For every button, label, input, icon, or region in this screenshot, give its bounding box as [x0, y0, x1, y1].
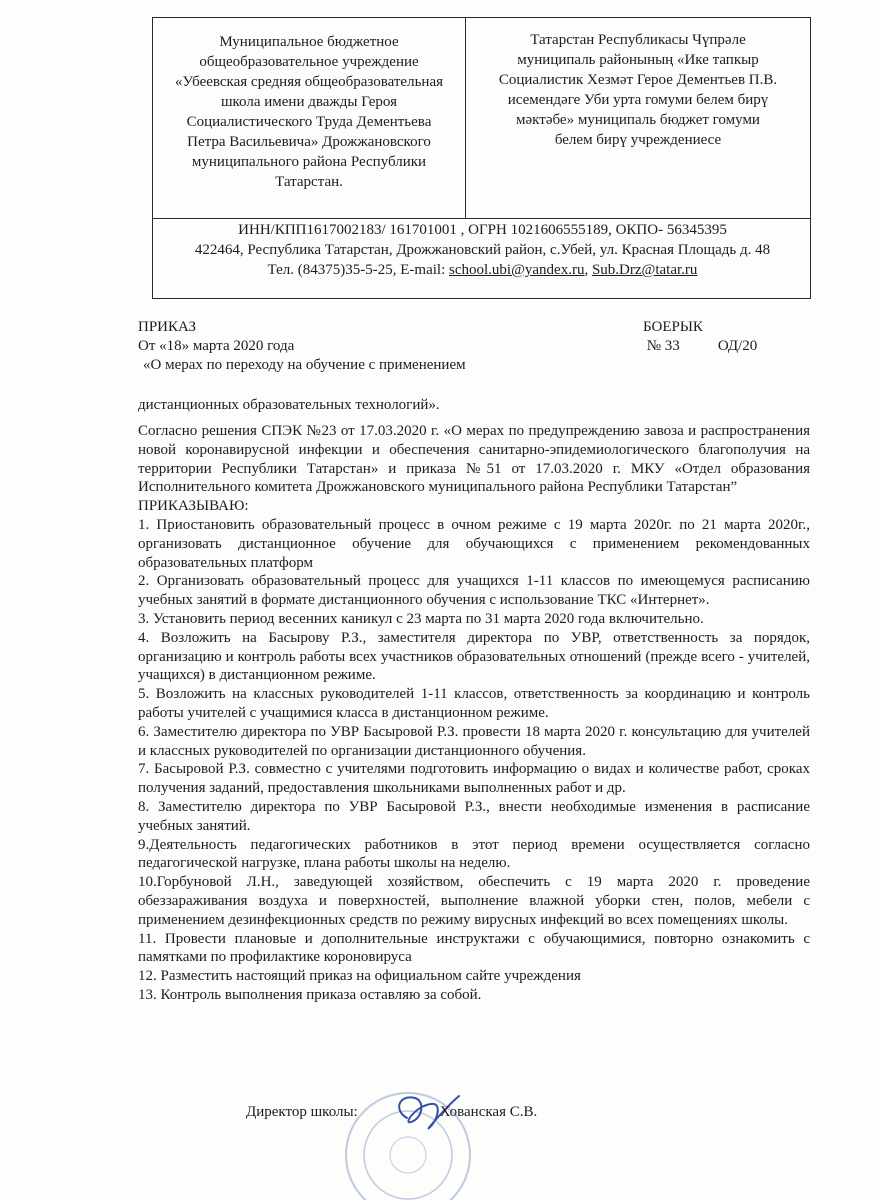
order-item: 11. Провести плановые и дополнительные инструктажи с обучающимися, повторно ознакомить с памятками по профилактике короновируса [138, 930, 810, 966]
phone-text: Тел. (84375)35-5-25, E-mail: [267, 262, 449, 278]
order-heading-tt: БОЕРЫК [643, 319, 703, 335]
letterhead-ru-line: «Убеевская средняя общеобразовательная [174, 74, 443, 90]
letterhead-ru [153, 18, 466, 218]
orders-heading: ПРИКАЗЫВАЮ: [138, 498, 249, 515]
letterhead-divider [153, 218, 810, 219]
signature-name: Хованская С.В. [439, 1104, 538, 1120]
letterhead-tt [466, 18, 810, 218]
contact-line [163, 260, 802, 280]
address-line: 422464, Республика Татарстан, Дрожжановский район, с.Убей, ул. Красная Площадь д. 48 [194, 242, 771, 258]
letterhead-tt-line: белем бирү учреждениесе [554, 132, 722, 148]
letterhead-ru-line: общеобразовательное учреждение [199, 54, 419, 70]
order-item: 7. Басыровой Р.З. совместно с учителями подготовить информацию о видах и количестве работ, сроках получения заданий, предоставления школьниками выполненных работ и др. [138, 761, 810, 797]
order-date: От «18» марта 2020 года [138, 338, 295, 354]
letterhead-ru-line: Социалистического Труда Дементьева [186, 114, 432, 130]
signature-block [246, 1103, 537, 1121]
order-number [643, 337, 757, 356]
order-item: 1. Приостановить образовательный процесс в очном режиме с 19 марта 2020г. по 21 марта 2020г., организовать дистанционное обучение для обучающихся с применением рекомендованных образовательных платформ [138, 516, 810, 571]
letterhead-ru-line: Татарстан. [275, 174, 343, 190]
order-item: 4. Возложить на Басырову Р.З., заместителя директора по УВР, ответственность за порядок, организацию и контроль работы всех участников образовательных отношений (прежде всего - учителей, учащихся) в дистанционном режиме. [138, 629, 810, 684]
letterhead-tt-line: исемендәге Уби урта гомуми белем бирү [507, 92, 769, 108]
email-link-department[interactable]: Sub.Drz@tatar.ru [591, 262, 698, 278]
order-item: 5. Возложить на классных руководителей 1-11 классов, ответственность за координацию и контроль работы учителей с учащимися класса в дистанционном режиме. [138, 686, 810, 721]
inn-line: ИНН/КПП1617002183/ 161701001 , ОГРН 1021606555189, ОКПО- 56345395 [238, 222, 727, 238]
signature-role: Директор школы: [246, 1104, 358, 1120]
order-title-tt [643, 318, 757, 356]
order-body [138, 420, 810, 1005]
order-item: 8. Заместителю директора по УВР Басыровой Р.З., внести необходимые изменения в расписание учебных занятий. [138, 798, 810, 834]
letterhead-ru-line: Муниципальное бюджетное [219, 34, 399, 50]
order-number-suffix: ОД/20 [717, 338, 758, 354]
letterhead-requisites [153, 220, 810, 280]
order-heading: ПРИКАЗ [138, 319, 196, 335]
letterhead [152, 17, 811, 299]
order-subject-line-1: «О мерах по переходу на обучение с применением [143, 357, 466, 373]
email-link-school[interactable]: school.ubi@yandex.ru [449, 262, 585, 278]
order-number-value: № 33 [646, 338, 680, 354]
order-preamble: Согласно решения СПЭК №23 от 17.03.2020 г. «О мерах по предупреждению завоза и распространения новой коронавирусной инфекции и обеспечения санитарно-эпидемиологического благополучия на территории Республики Татарстан» и приказа №51 от 17.03.2020 г. МКУ «Отдел образования Исполнительного комитета Дрожжановского муниципального района Республики Татарстан” [138, 423, 810, 496]
letterhead-tt-line: муниципаль районының «Ике тапкыр [517, 52, 759, 68]
order-item: 10.Горбуновой Л.Н., заведующей хозяйством, обеспечить с 19 марта 2020 г. проведение обеззараживания воздуха и поверхностей, выполнение влажной уборки стен, полов, мебели с применением дезинфекционных средств по режиму вирусных инфекций во всех помещениях школы. [138, 874, 810, 928]
order-item: 6. Заместителю директора по УВР Басыровой Р.З. провести 18 марта 2020 г. консультацию для учителей и классных руководителей по организации дистанционного обучения. [138, 723, 810, 759]
order-item: 2. Организовать образовательный процесс для учащихся 1-11 классов по имеющемуся расписанию учебных занятий в формате дистанционного обучения с использование ТКС «Интернет». [138, 573, 810, 609]
letterhead-ru-line: муниципального района Республики [191, 154, 427, 170]
order-title-ru [138, 318, 294, 356]
letterhead-tt-line: мәктәбе» муниципаль бюджет гомуми [516, 112, 760, 128]
letterhead-tt-line: Татарстан Республикасы Чүпрәле [530, 32, 746, 48]
letterhead-ru-line: школа имени дважды Героя [220, 94, 398, 110]
order-item: 3. Установить период весенних каникул с 23 марта по 31 марта 2020 года включительно. [138, 610, 704, 627]
letterhead-tt-line: Социалистик Хезмәт Герое Дементьев П.В. [498, 72, 778, 88]
order-subject-line-2: дистанционных образовательных технологий». [138, 397, 440, 413]
order-item: 9.Деятельность педагогических работников в этот период времени осуществляется согласно педагогической нагрузке, плана работы школы на неделю. [138, 836, 810, 872]
email-separator: , [584, 262, 592, 278]
order-item: 12. Разместить настоящий приказ на официальном сайте учреждения [138, 968, 581, 985]
order-item: 13. Контроль выполнения приказа оставляю за собой. [138, 986, 482, 1003]
letterhead-ru-line: Петра Васильевича» Дрожжановского [187, 134, 431, 150]
